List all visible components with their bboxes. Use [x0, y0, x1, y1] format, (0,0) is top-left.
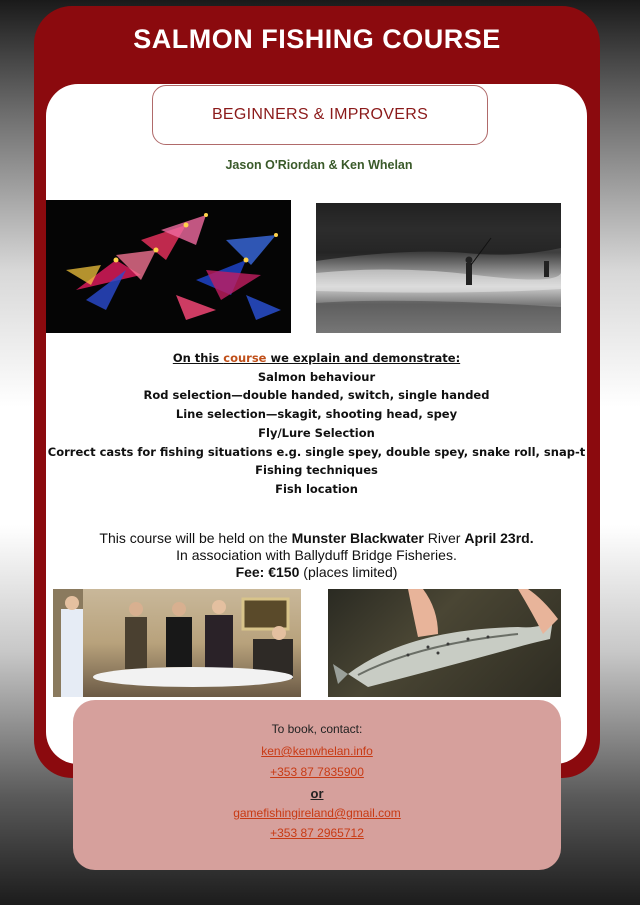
authors: Jason O'Riordan & Ken Whelan: [225, 158, 413, 172]
page-title: SALMON FISHING COURSE: [133, 24, 501, 54]
fee-note: (places limited): [299, 564, 398, 580]
course-item: Line selection—skagit, shooting head, spey: [175, 407, 458, 422]
classroom-group-photo: [53, 589, 301, 697]
subtitle: BEGINNERS & IMPROVERS: [211, 106, 429, 123]
river-name: Munster Blackwater: [291, 530, 424, 546]
phone-link-2[interactable]: +353 87 2965712: [270, 826, 364, 840]
booking-contact-box: [73, 700, 561, 870]
course-info: [46, 530, 587, 581]
or-divider: or: [310, 786, 324, 801]
email-link-2[interactable]: gamefishingireland@gmail.com: [233, 806, 401, 820]
course-item: Correct casts for fishing situations e.g. single spey, double spey, snake roll, snap-t: [47, 444, 586, 459]
course-item: Fly/Lure Selection: [258, 425, 375, 440]
course-intro: [46, 349, 587, 368]
river-angler-photo: [316, 203, 561, 333]
email-link-1[interactable]: ken@kenwhelan.info: [261, 744, 373, 758]
course-item: Fish location: [275, 481, 358, 496]
course-intro-before: On this: [172, 351, 224, 365]
contact-heading: To book, contact:: [271, 722, 363, 736]
salmon-flies-photo: [46, 200, 291, 333]
phone-link-1[interactable]: +353 87 7835900: [270, 765, 364, 779]
course-intro-highlight: course: [223, 351, 267, 365]
river-word: River: [423, 530, 465, 546]
fee-label: Fee: €150: [235, 564, 300, 580]
held-prefix: This course will be held on the: [99, 530, 292, 546]
course-description: [46, 349, 587, 499]
course-item: Salmon behaviour: [257, 369, 376, 384]
course-item: Fishing techniques: [255, 463, 378, 478]
course-date: April 23rd.: [464, 530, 534, 546]
course-item: Rod selection—double handed, switch, single handed: [143, 388, 490, 403]
course-intro-after: we explain and demonstrate:: [266, 351, 461, 365]
fee-line: [46, 564, 587, 581]
association: In association with Ballyduff Bridge Fisheries.: [176, 547, 457, 563]
course-location: [46, 530, 587, 547]
salmon-catch-photo: [328, 589, 561, 697]
subtitle-box: [152, 85, 488, 145]
